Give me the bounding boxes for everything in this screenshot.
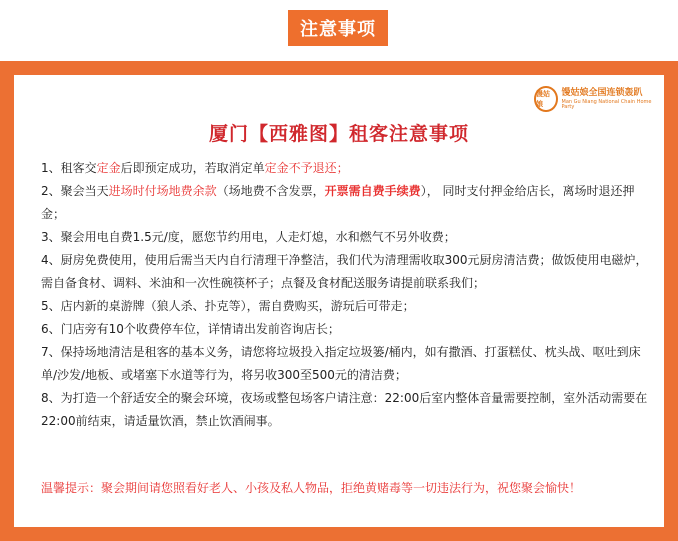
warm-tip: 温馨提示：聚会期间请您照看好老人、小孩及私人物品，拒绝黄赌毒等一切违法行为，祝您聚会愉快！: [41, 481, 582, 495]
rule-text: 5、店内新的桌游牌（狼人杀、扑克等），需自费购买，游玩后可带走；: [41, 299, 415, 313]
rule-text: 4、厨房免费使用，使用后需当天内自行清理干净整洁，我们代为清理需收取300元厨房清洁费；做饭使用电磁炉，需自备食材、调料、米油和一次性碗筷杯子；点餐及食材配送服务请提前联系我们；: [41, 253, 648, 290]
rule-highlight: 进场时付场地费余款: [108, 184, 217, 198]
rule-item: [41, 295, 650, 318]
rule-text: 1、租客交: [41, 161, 97, 175]
rule-item: [41, 341, 650, 387]
logo-name-cn: 馒姑娘全国连锁轰趴: [561, 87, 643, 98]
rule-text: 6、门店旁有10个收费停车位，详情请出发前咨询店长；: [41, 322, 340, 336]
logo-mark-text: 馒姑娘: [536, 89, 550, 108]
brand-logo: [534, 85, 654, 113]
rule-item: [41, 157, 650, 180]
rule-highlight: 定金: [96, 161, 121, 175]
rule-highlight: 开票需自费手续费: [324, 184, 421, 198]
logo-name-en: Man Gu Niang National Chain Home Party: [561, 98, 652, 110]
rule-text: 8、为打造一个舒适安全的聚会环境，夜场或整包场客户请注意：22:00后室内整体音量需要控制，室外活动需要在22:00前结束，请适量饮酒，禁止饮酒闹事。: [41, 391, 648, 428]
rule-text: （场地费不含发票，: [216, 184, 325, 198]
rule-item: [41, 180, 650, 226]
rule-item: [41, 249, 650, 295]
rule-text: 7、保持场地清洁是租客的基本义务，请您将垃圾投入指定垃圾篓/桶内，如有撒酒、打蛋糕仗、枕头战、呕吐到床单/沙发/地板、或堵塞下水道等行为，将另收300至500元的清洁费；: [41, 345, 641, 382]
section-badge: 注意事项: [288, 10, 388, 46]
rule-text: 3、聚会用电自费1.5元/度，愿您节约用电，人走灯熄，水和燃气不另外收费；: [41, 230, 456, 244]
rule-text: 后即预定成功，若取消定单: [120, 161, 265, 175]
logo-mark-icon: [534, 86, 558, 112]
notice-card: [14, 75, 664, 527]
rule-item: [41, 387, 650, 433]
rule-text: ）， 同时支付押金给店长，离场时退还押金；: [41, 184, 635, 221]
rule-item: [41, 318, 650, 341]
rule-text: 2、聚会当天: [41, 184, 109, 198]
rules-list: [41, 157, 650, 433]
rule-highlight: 定金不予退还；: [264, 161, 349, 175]
rule-item: [41, 226, 650, 249]
notice-title: 厦门【西雅图】租客注意事项: [208, 123, 469, 145]
